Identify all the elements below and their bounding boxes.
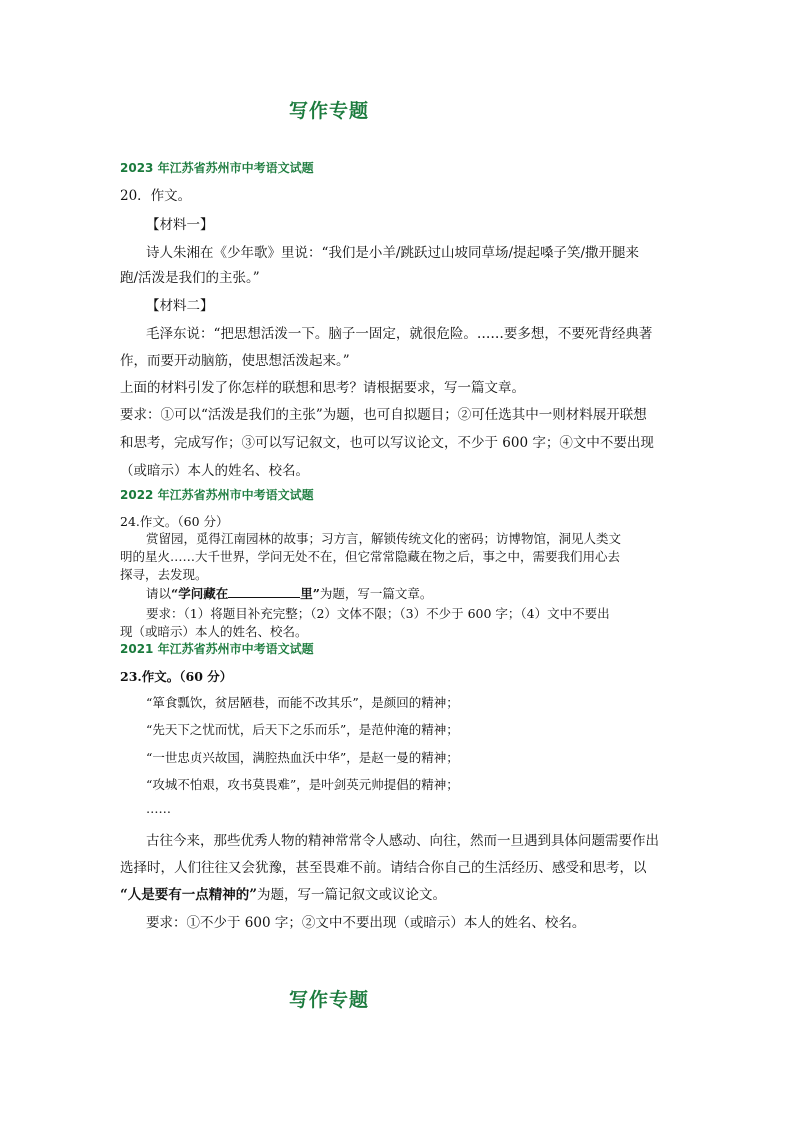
requirements-line: 要求：①不少于 600 字；②文中不要出现（或暗示）本人的姓名、校名。 — [146, 915, 586, 931]
material-one-line: 跑/活泼是我们的主张。” — [120, 270, 260, 286]
fill-in-blank — [228, 585, 300, 598]
requirements-line: 和思考，完成写作；③可以写记叙文，也可以写议论文，不少于 600 字；④文中不要出现 — [120, 435, 654, 451]
quote-line: “一世忠贞兴故国，满腔热血沃中华”，是赵一曼的精神； — [146, 750, 459, 765]
quote-line: “箪食瓢饮，贫居陋巷，而能不改其乐”，是颜回的精神； — [146, 695, 459, 710]
prompt-text: 上面的材料引发了你怎样的联想和思考？请根据要求，写一篇文章。 — [120, 380, 525, 396]
section-heading-2023: 2023 年江苏省苏州市中考语文试题 — [120, 161, 314, 175]
essay-title: “人是要有一点精神的” — [120, 887, 258, 903]
requirements-line: 要求：（1）将题目补充完整；（2）文体不限；（3）不少于 600 字；（4）文中不要出 — [146, 606, 610, 621]
quote-line: “攻城不怕艰，攻书莫畏难”，是叶剑英元帅提倡的精神； — [146, 777, 459, 792]
requirements-line: 现（或暗示）本人的姓名、校名。 — [120, 624, 308, 639]
title-instruction — [146, 584, 432, 602]
material-two-label: 【材料二】 — [146, 298, 214, 314]
title-instruction-suffix: 为题，写一篇文章。 — [319, 586, 433, 601]
section-heading-2022: 2022 年江苏省苏州市中考语文试题 — [120, 488, 314, 502]
material-two-line: 毛泽东说：“把思想活泼一下。脑子一固定，就很危险。……要多想，不要死背经典著 — [146, 326, 653, 342]
quote-line: “先天下之忧而忧，后天下之乐而乐”，是范仲淹的精神； — [146, 722, 459, 737]
essay-instruction: 为题，写一篇记叙文或议论文。 — [257, 887, 447, 903]
title-part-a: “学问藏在 — [171, 586, 229, 601]
material-one-line: 诗人朱湘在《少年歌》里说：“我们是小羊/跳跃过山坡同草场/提起嗓子笑/撒开腿来 — [146, 245, 640, 261]
paragraph-line: 选择时，人们往往又会犹豫，甚至畏难不前。请结合你自己的生活经历、感受和思考，以 — [120, 860, 647, 876]
paragraph-line: 明的星火……大千世界，学问无处不在，但它常常隐藏在物之后，事之中，需要我们用心去 — [120, 549, 621, 564]
material-one-label: 【材料一】 — [146, 217, 214, 233]
question-label-2022: 24.作文。（60 分） — [120, 514, 229, 529]
material-two-line: 作，而要开动脑筋，使思想活泼起来。” — [120, 353, 350, 369]
section-heading-2021: 2021 年江苏省苏州市中考语文试题 — [120, 642, 314, 656]
question-label-2021: 23.作文。（60 分） — [120, 669, 233, 684]
page-title-bottom: 写作专题 — [289, 989, 370, 1011]
requirements-line: （或暗示）本人的姓名、校名。 — [120, 463, 309, 479]
question-label-2023: 20．作文。 — [120, 188, 192, 204]
paragraph-line: 古往今来，那些优秀人物的精神常常令人感动、向往，然而一旦遇到具体问题需要作出 — [146, 833, 659, 849]
page-title: 写作专题 — [289, 100, 370, 122]
requirements-line: 要求：①可以“活泼是我们的主张”为题，也可自拟题目；②可任选其中一则材料展开联想 — [120, 407, 647, 423]
paragraph-line: 探寻，去发现。 — [120, 567, 208, 582]
ellipsis: …… — [146, 801, 171, 816]
paragraph-line — [120, 883, 446, 903]
paragraph-line: 赏留园，觅得江南园林的故事；习方言，解锁传统文化的密码；访博物馆，洞见人类文 — [146, 531, 622, 546]
title-part-b: 里” — [300, 586, 320, 601]
title-instruction-prefix: 请以 — [146, 586, 172, 601]
